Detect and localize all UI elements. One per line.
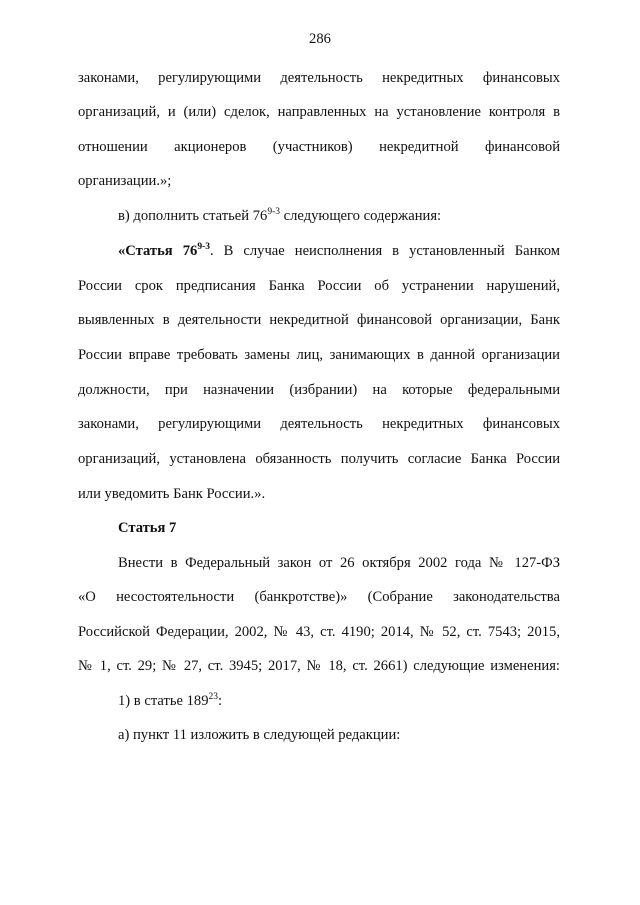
text-line: № 1, ст. 29; № 27, ст. 3945; 2017, № 18, ст. 2661) следующие изменения: (78, 658, 560, 674)
superscript: 9-3 (197, 242, 210, 253)
superscript: 23 (208, 692, 219, 703)
text-span: 1) в статье 189 (118, 693, 209, 709)
superscript: 9-3 (267, 207, 280, 218)
text-line: организаций, установлена обязанность получить согласие Банка России (78, 451, 560, 467)
text-line: законами, регулирующими деятельность некредитных финансовых (78, 70, 560, 86)
text-line (118, 691, 222, 711)
text-line: «О несостоятельности (банкротстве)» (Собрание законодательства (78, 589, 560, 605)
text-line: Внести в Федеральный закон от 26 октября 2002 года № 127-ФЗ (118, 555, 560, 571)
section-heading: Статья 7 (118, 520, 177, 536)
text-span: . В случае неисполнения в установленный Банком (209, 243, 560, 259)
text-line: законами, регулирующими деятельность некредитных финансовых (78, 416, 560, 432)
text-span: следующего содержания: (280, 208, 442, 224)
text-line: или уведомить Банк России.». (78, 486, 266, 502)
text-line (118, 206, 441, 226)
text-line: а) пункт 11 изложить в следующей редакции: (118, 727, 401, 743)
text-span: : (218, 693, 223, 709)
text-line (118, 241, 560, 261)
text-line: России срок предписания Банка России об устранении нарушений, (78, 278, 560, 294)
text-line: России вправе требовать замены лиц, занимающих в данной организации (78, 347, 560, 363)
page-number: 286 (309, 31, 331, 47)
text-line: отношении акционеров (участников) некредитной финансовой (78, 139, 560, 155)
text-line: должности, при назначении (избрании) на которые федеральными (78, 382, 560, 398)
article-reference: «Статья 76 (118, 243, 198, 259)
text-line: выявленных в деятельности некредитной финансовой организации, Банк (78, 312, 560, 328)
text-line: организаций, и (или) сделок, направленных на установление контроля в (78, 104, 560, 120)
text-span: в) дополнить статьей 76 (118, 208, 268, 224)
text-line: Российской Федерации, 2002, № 43, ст. 4190; 2014, № 52, ст. 7543; 2015, (78, 624, 560, 640)
text-line: организации.»; (78, 173, 172, 189)
